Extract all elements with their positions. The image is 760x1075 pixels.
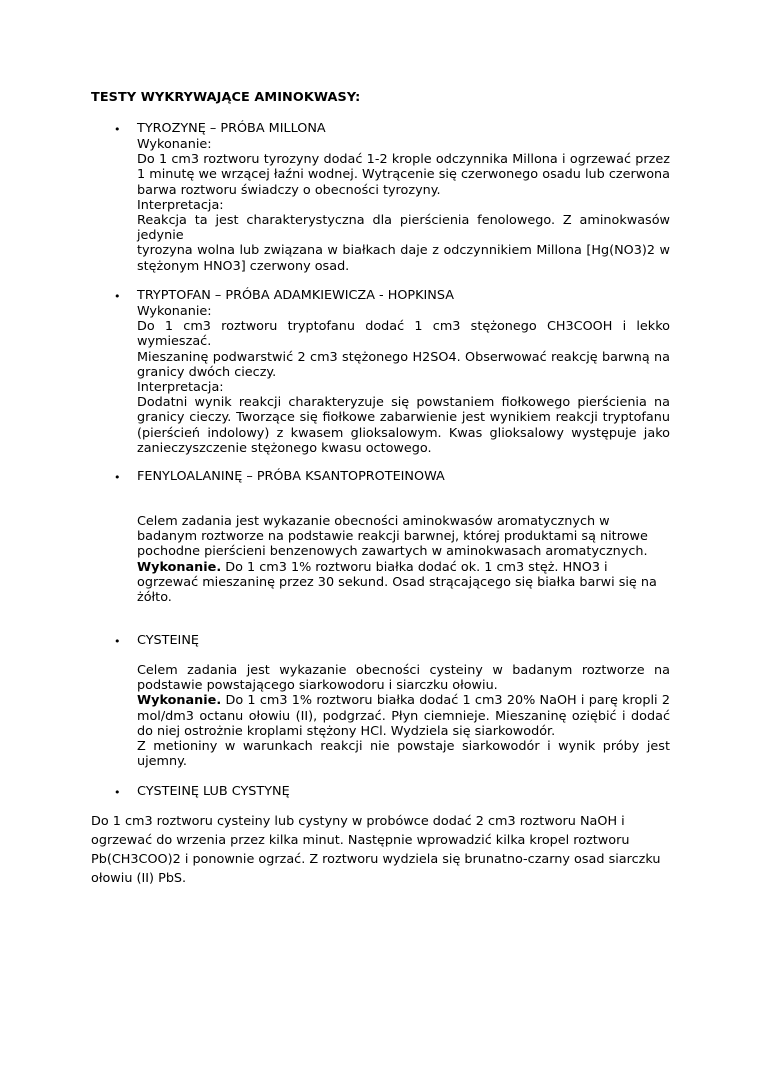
bullet-icon: • [114, 290, 121, 303]
bullet-icon: • [114, 471, 121, 484]
text-line: ujemny. [137, 754, 187, 770]
text-line: Mieszaninę podwarstwić 2 cm3 stężonego H2SO4. Obserwować reakcję barwną na [137, 349, 670, 365]
bullet-icon: • [114, 635, 121, 648]
section-heading-tryptofan: TRYPTOFAN – PRÓBA ADAMKIEWICZA - HOPKINSA [137, 288, 454, 303]
section-heading-cysteina: CYSTEINĘ [137, 633, 199, 648]
text-line: Celem zadania jest wykazanie obecności cysteiny w badanym roztworze na [137, 663, 670, 678]
text-line: Dodatni wynik reakcji charakteryzuje się powstaniem fiołkowego pierścienia na [137, 395, 670, 411]
section-heading-fenyloalanina: FENYLOALANINĘ – PRÓBA KSANTOPROTEINOWA [137, 469, 445, 484]
section-body-cysteina [137, 663, 670, 769]
section-heading-cysteina-cystyna: CYSTEINĘ LUB CYSTYNĘ [137, 784, 290, 799]
bold-label: Wykonanie. [137, 693, 222, 709]
text-line: ołowiu (II) PbS. [91, 871, 187, 887]
text-line: wymieszać. [137, 334, 212, 350]
text-line: pochodne pierścieni benzenowych zawartych w aminokwasach aromatycznych. [137, 544, 648, 560]
text-line: badanym roztworze na podstawie reakcji barwnej, której produktami są nitrowe [137, 529, 648, 545]
text-line: Wykonanie: [137, 304, 212, 319]
text-line: (pierścień indolowy) z kwasem glioksalowym. Kwas glioksalowy występuje jako [137, 425, 670, 441]
text-line: granicy dwóch cieczy. [137, 364, 277, 380]
text-line: Do 1 cm3 roztworu tryptofanu dodać 1 cm3 stężonego CH3COOH i lekko [137, 319, 670, 335]
text-line: Interpretacja: [137, 380, 224, 396]
bullet-icon: • [114, 123, 121, 136]
section-heading-tyrozyna: TYROZYNĘ – PRÓBA MILLONA [137, 121, 326, 136]
text-run: Do 1 cm3 1% roztworu białka dodać 1 cm3 20% NaOH i parę kropli 2 [221, 693, 670, 709]
text-line [137, 560, 670, 575]
text-line: Do 1 cm3 roztworu tyrozyny dodać 1-2 krople odczynnika Millona i ogrzewać przez [137, 152, 670, 168]
text-line: podstawie powstającego siarkowodoru i siarczku ołowiu. [137, 678, 498, 694]
text-line: Celem zadania jest wykazanie obecności aminokwasów aromatycznych w [137, 514, 610, 529]
section-body-tryptofan [137, 304, 670, 456]
text-line: do niej ostrożnie kroplami stężony HCl. Wydziela się siarkowodór. [137, 723, 556, 739]
section-body-fenyloalanina [137, 514, 670, 605]
text-line: Pb(CH3COO)2 i ponownie ogrzać. Z roztworu wydziela się brunatno-czarny osad siarczku [91, 852, 661, 868]
text-line: Do 1 cm3 roztworu cysteiny lub cystyny w probówce dodać 2 cm3 roztworu NaOH i [91, 814, 625, 829]
bold-label: Wykonanie. [137, 559, 222, 575]
text-line: Interpretacja: [137, 197, 224, 213]
text-line: jedynie [137, 228, 184, 244]
text-line: ogrzewać do wrzenia przez kilka minut. Następnie wprowadzić kilka kropel roztworu [91, 833, 630, 849]
text-line: Z metioniny w warunkach reakcji nie powstaje siarkowodór i wynik próby jest [137, 739, 670, 755]
text-line: granicy cieczy. Tworzące się fiołkowe zabarwienie jest wynikiem reakcji tryptofanu [137, 410, 670, 426]
text-line [137, 693, 670, 708]
section-body-tyrozyna [137, 137, 670, 274]
text-line: Reakcja ta jest charakterystyczna dla pierścienia fenolowego. Z aminokwasów [137, 213, 670, 229]
text-line: zanieczyszczenie stężonego kwasu octowego. [137, 440, 432, 456]
text-line: Wykonanie: [137, 137, 212, 152]
text-line: 1 minutę we wrzącej łaźni wodnej. Wytrącenie się czerwonego osadu lub czerwona [137, 167, 670, 183]
text-run: Do 1 cm3 1% roztworu białka dodać ok. 1 cm3 stęż. HNO3 i [221, 559, 608, 575]
text-line: żółto. [137, 590, 172, 606]
text-line: ogrzewać mieszaninę przez 30 sekund. Osad strącającego się białka barwi się na [137, 574, 657, 590]
bullet-icon: • [114, 786, 121, 799]
document-title: TESTY WYKRYWAJĄCE AMINOKWASY: [91, 90, 361, 105]
section-body-cysteina-cystyna [91, 812, 681, 888]
text-line: stężonym HNO3] czerwony osad. [137, 258, 350, 274]
text-line: barwa roztworu świadczy o obecności tyrozyny. [137, 182, 441, 198]
text-line: mol/dm3 octanu ołowiu (II), podgrzać. Płyn ciemnieje. Mieszaninę oziębić i dodać [137, 708, 670, 724]
text-line: tyrozyna wolna lub związana w białkach daje z odczynnikiem Millona [Hg(NO3)2 w [137, 243, 670, 259]
